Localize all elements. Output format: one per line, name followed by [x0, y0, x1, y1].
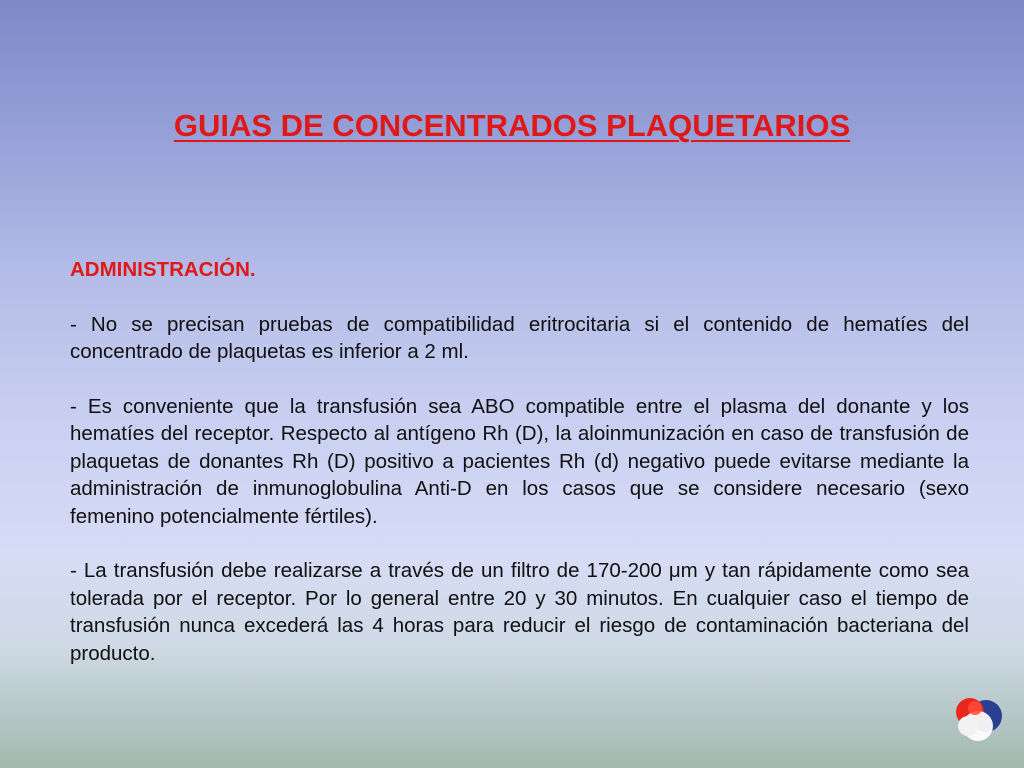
paragraph-compatibility: - No se precisan pruebas de compatibilidad eritrocitaria si el contenido de hematíes del concentrado de plaquetas es inferior a 2 ml.: [70, 312, 969, 363]
paragraph-abo-rh: - Es conveniente que la transfusión sea ABO compatible entre el plasma del donante y los hematíes del receptor. Respecto al antígeno Rh (D), la aloinmunización en caso de transfusión de plaquetas de donantes Rh (D) positivo a pacientes Rh (d) negativo puede evitarse mediante la administración de inmunoglobulina Anti-D en los casos que se considere necesario (sexo femenino potencialmente fértiles).: [70, 394, 969, 528]
slide-body: [70, 256, 969, 694]
slide-title: GUIAS DE CONCENTRADOS PLAQUETARIOS: [173, 108, 851, 143]
section-heading: ADMINISTRACIÓN.: [70, 258, 256, 281]
circles-logo-icon: [948, 690, 1008, 750]
paragraph-filter-time: - La transfusión debe realizarse a través de un filtro de 170-200 μm y tan rápidamente como sea tolerada por el receptor. Por lo general entre 20 y 30 minutos. En cualquier caso el tiempo de transfusión nunca excederá las 4 horas para reducir el riesgo de contaminación bacteriana del producto.: [70, 559, 969, 665]
